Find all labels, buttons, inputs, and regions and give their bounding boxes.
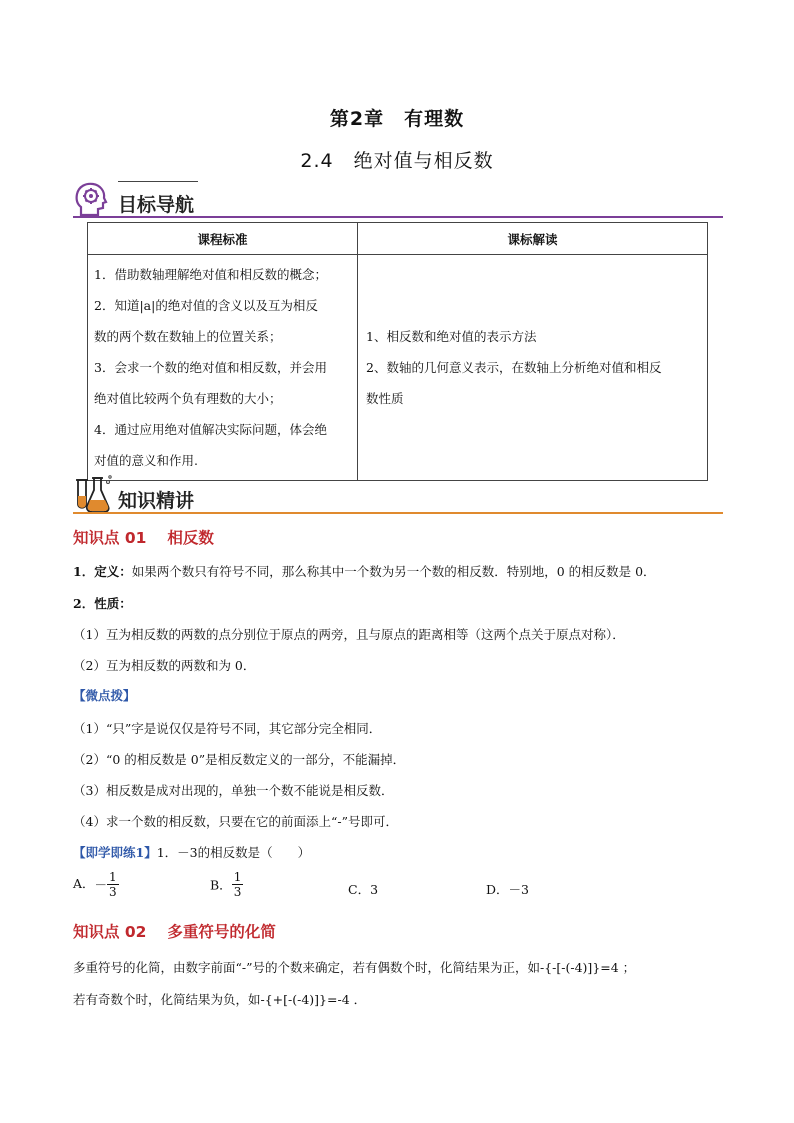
interpretation-line: 2、数轴的几何意义表示，在数轴上分析绝对值和相反	[366, 360, 662, 375]
tip-line: （3）相反数是成对出现的，单独一个数不能说是相反数．	[73, 783, 394, 798]
interpretation-line: 数性质	[366, 391, 404, 406]
goal-nav-divider	[73, 216, 723, 218]
course-standards-cell	[88, 255, 358, 481]
tip-label: 【微点拨】	[73, 688, 136, 703]
kp2-line: 多重符号的化简，由数字前面“-”号的个数来确定，若有偶数个时，化简结果为正，如-{-[-(-4)]}=4 ；	[73, 960, 636, 975]
kp2-title: 知识点 02 多重符号的化简	[73, 923, 276, 941]
option-b-numerator: 1	[233, 870, 242, 884]
practice-label: 【即学即练1】	[73, 845, 157, 860]
knowledge-divider	[73, 512, 723, 514]
goal-table-header-standard: 课程标准	[88, 223, 358, 255]
standard-line: 2．知道|a|的绝对值的含义以及互为相反	[94, 298, 318, 313]
option-a-label: A．	[73, 876, 95, 891]
kp1-definition	[73, 562, 733, 582]
kp1-title: 知识点 01 相反数	[73, 529, 214, 547]
option-a-denominator: 3	[109, 885, 117, 899]
option-a-numerator: 1	[109, 870, 117, 884]
tip-line: （1）“只”字是说仅仅是符号不同，其它部分完全相同．	[73, 721, 382, 736]
flask-icon	[72, 474, 114, 514]
option-a[interactable]	[73, 870, 119, 899]
option-b-fraction	[232, 870, 244, 899]
kp2-line: 若有奇数个时，化简结果为负，如-{+[-(-4)]}=-4 ．	[73, 992, 367, 1007]
practice-text: 1．－3的相反数是（ ）	[156, 845, 311, 860]
definition-label: 1．定义：	[73, 564, 132, 579]
standard-line: 1．借助数轴理解绝对值和相反数的概念；	[94, 267, 327, 282]
practice-question	[73, 843, 733, 863]
goal-table-header-interpretation: 课标解读	[358, 223, 708, 255]
kp1-property-2: （2）互为相反数的两数和为 0．	[73, 658, 256, 673]
option-d[interactable]: D．－3	[486, 882, 529, 897]
option-c[interactable]: C．3	[348, 882, 379, 897]
option-a-fraction	[107, 870, 119, 899]
option-a-sign: －	[94, 877, 108, 893]
kp1-property-1: （1）互为相反数的两数的点分别位于原点的两旁，且与原点的距离相等（这两个点关于原点对称）．	[73, 627, 625, 642]
goal-nav-label: 目标导航	[118, 194, 195, 216]
option-b-denominator: 3	[233, 885, 242, 899]
option-b[interactable]	[210, 870, 243, 899]
standard-line: 对值的意义和作用.	[94, 453, 198, 468]
option-b-label: B．	[210, 877, 232, 893]
knowledge-label: 知识精讲	[118, 490, 195, 512]
title-top-rule	[118, 181, 198, 182]
kp1-property-label: 2．性质：	[73, 596, 132, 611]
head-gear-icon	[73, 181, 109, 217]
section-title: 2.4 绝对值与相反数	[300, 150, 494, 172]
standard-line: 数的两个数在数轴上的位置关系；	[94, 329, 282, 344]
tip-line: （4）求一个数的相反数，只要在它的前面添上“-”号即可．	[73, 814, 398, 829]
interpretation-cell	[358, 255, 708, 481]
goal-table	[87, 222, 708, 481]
chapter-title: 第2章 有理数	[329, 108, 465, 130]
standard-line: 4．通过应用绝对值解决实际问题，体会绝	[94, 422, 327, 437]
definition-text: 如果两个数只有符号不同，那么称其中一个数为另一个数的相反数．特别地，0 的相反数是 0．	[131, 564, 656, 579]
interpretation-line: 1、相反数和绝对值的表示方法	[366, 329, 537, 344]
standard-line: 绝对值比较两个负有理数的大小；	[94, 391, 282, 406]
tip-line: （2）“0 的相反数是 0”是相反数定义的一部分，不能漏掉．	[73, 752, 406, 767]
standard-line: 3．会求一个数的绝对值和相反数，并会用	[94, 360, 327, 375]
